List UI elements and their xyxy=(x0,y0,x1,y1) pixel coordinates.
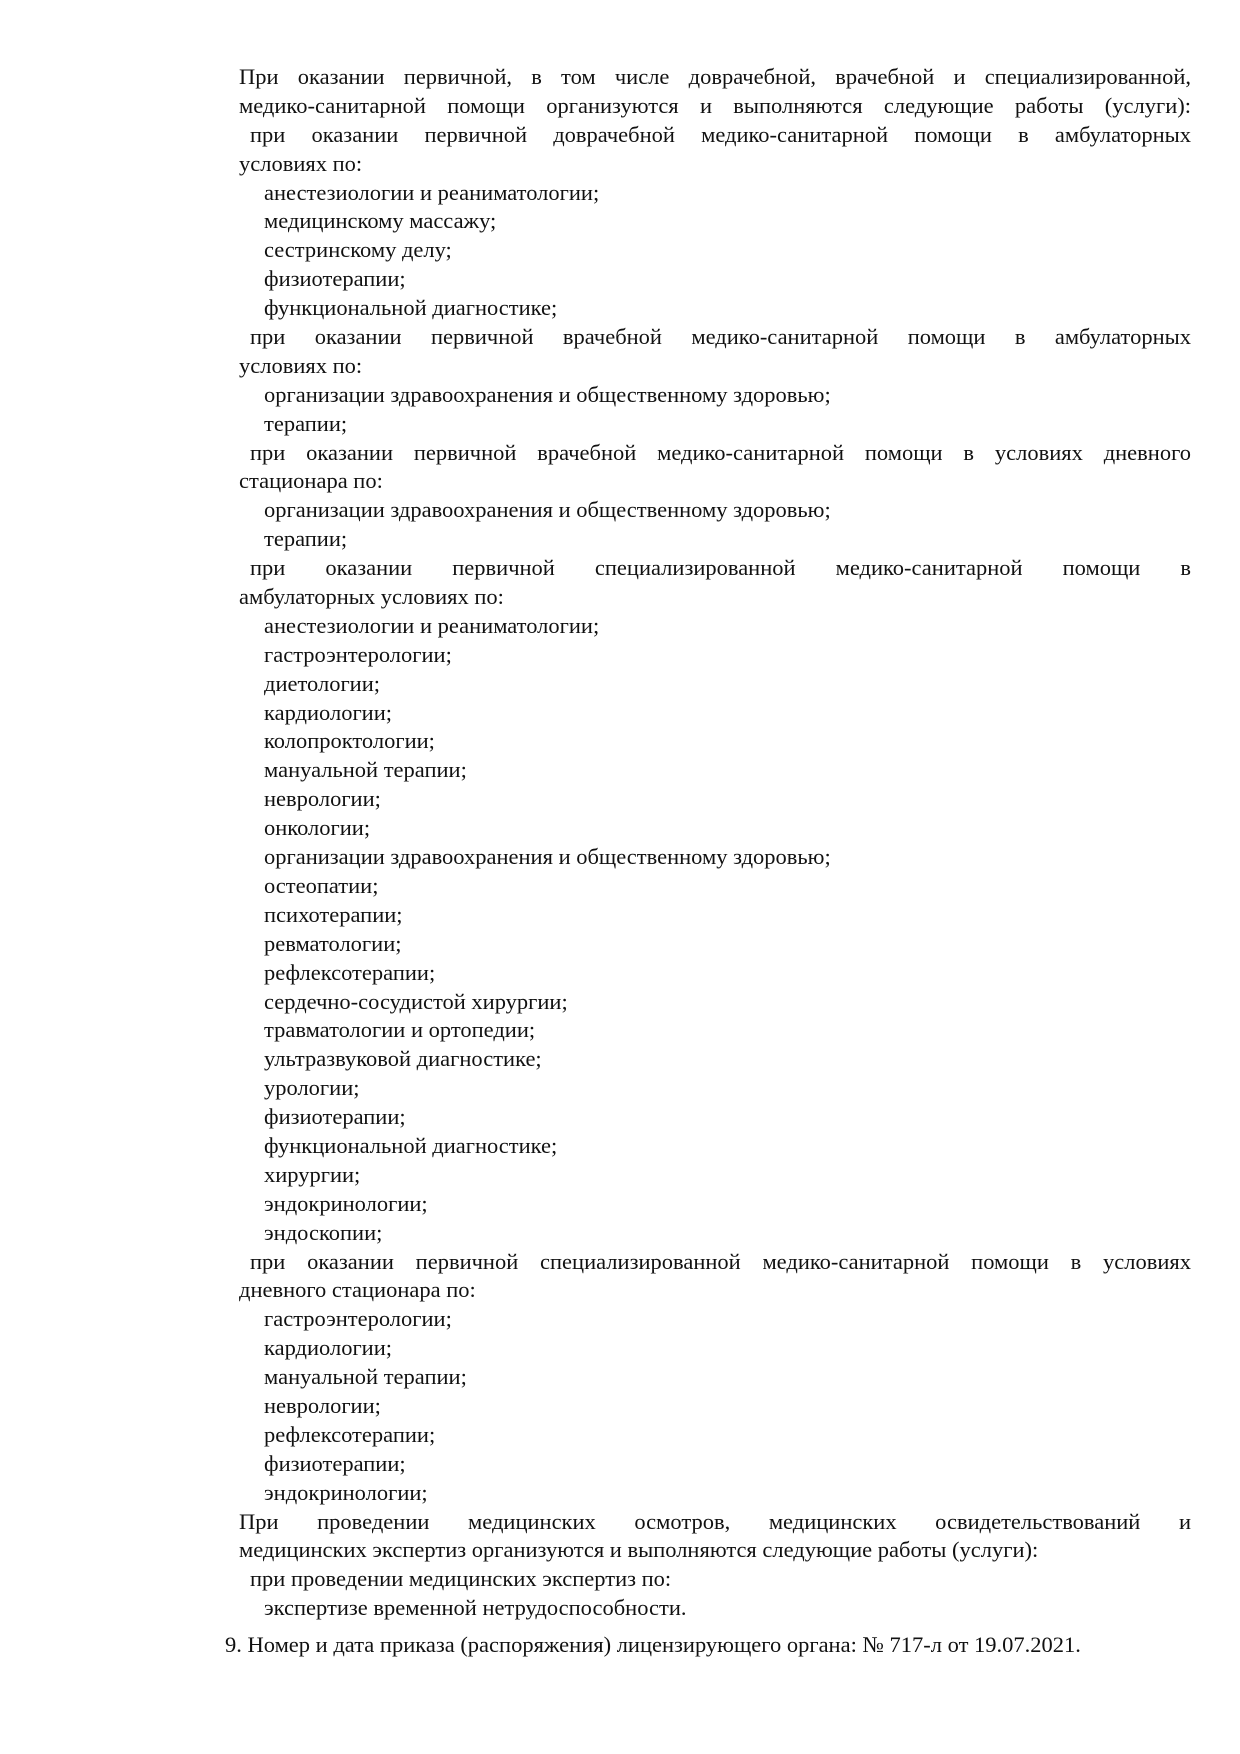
list-item: неврологии; xyxy=(264,786,381,812)
section-heading-line: условиях по: xyxy=(239,352,363,378)
list-item: неврологии; xyxy=(264,1392,381,1418)
list-item: организации здравоохранения и общественному здоровью; xyxy=(264,844,831,870)
list-item: эндокринологии; xyxy=(264,1190,428,1216)
list-item: гастроэнтерологии; xyxy=(264,641,452,667)
section-heading-line: при оказании первичной доврачебной медико-санитарной помощи в амбулаторных xyxy=(250,121,1191,147)
list-item: организации здравоохранения и общественному здоровью; xyxy=(264,497,831,523)
paragraph-line: медико-санитарной помощи организуются и выполняются следующие работы (услуги): xyxy=(239,92,1191,118)
list-item: кардиологии; xyxy=(264,699,393,725)
list-item: рефлексотерапии; xyxy=(264,1421,436,1447)
list-item: травматологии и ортопедии; xyxy=(264,1017,536,1043)
list-item: анестезиологии и реаниматологии; xyxy=(264,612,600,638)
list-item: экспертизе временной нетрудоспособности. xyxy=(264,1595,687,1621)
license-order-number: 9. Номер и дата приказа (распоряжения) лицензирующего органа: № 717-л от 19.07.2021. xyxy=(225,1632,1081,1658)
list-item: сердечно-сосудистой хирургии; xyxy=(264,988,568,1014)
section-heading-line: дневного стационара по: xyxy=(239,1277,476,1303)
list-item: терапии; xyxy=(264,410,348,436)
list-item: мануальной терапии; xyxy=(264,757,467,783)
section-heading-line: условиях по: xyxy=(239,150,363,176)
list-item: функциональной диагностике; xyxy=(264,1132,558,1158)
list-item: анестезиологии и реаниматологии; xyxy=(264,179,600,205)
list-item: сестринскому делу; xyxy=(264,237,452,263)
list-item: физиотерапии; xyxy=(264,1104,406,1130)
section-heading-line: амбулаторных условиях по: xyxy=(239,584,504,610)
section-heading-line: при оказании первичной специализированной медико-санитарной помощи в условиях xyxy=(250,1248,1191,1274)
list-item: функциональной диагностике; xyxy=(264,295,558,321)
list-item: медицинскому массажу; xyxy=(264,208,497,234)
section-heading-line: при оказании первичной специализированной медико-санитарной помощи в xyxy=(250,555,1191,581)
list-item: гастроэнтерологии; xyxy=(264,1306,452,1332)
list-item: мануальной терапии; xyxy=(264,1364,467,1390)
license-works-list xyxy=(0,63,1240,1623)
list-item: эндокринологии; xyxy=(264,1479,428,1505)
list-item: терапии; xyxy=(264,526,348,552)
list-item: физиотерапии; xyxy=(264,1450,406,1476)
document-page xyxy=(0,63,1240,1660)
section-heading-line: при оказании первичной врачебной медико-санитарной помощи в условиях дневного xyxy=(250,439,1191,465)
list-item: онкологии; xyxy=(264,815,371,841)
section-heading-line: при оказании первичной врачебной медико-санитарной помощи в амбулаторных xyxy=(250,324,1191,350)
list-item: кардиологии; xyxy=(264,1335,393,1361)
list-item: хирургии; xyxy=(264,1161,361,1187)
list-item: ревматологии; xyxy=(264,930,402,956)
paragraph-line: При оказании первичной, в том числе доврачебной, врачебной и специализированной, xyxy=(239,64,1191,89)
section-heading-line: при проведении медицинских экспертиз по: xyxy=(250,1566,672,1592)
section-heading-line: стационара по: xyxy=(239,468,383,494)
list-item: физиотерапии; xyxy=(264,266,406,292)
list-item: колопроктологии; xyxy=(264,728,435,754)
list-item: организации здравоохранения и общественному здоровью; xyxy=(264,381,831,407)
paragraph-line: При проведении медицинских осмотров, медицинских освидетельствований и xyxy=(239,1508,1191,1534)
list-item: ультразвуковой диагностике; xyxy=(264,1046,542,1072)
list-item: остеопатии; xyxy=(264,872,379,898)
list-item: урологии; xyxy=(264,1075,360,1101)
list-item: рефлексотерапии; xyxy=(264,959,436,985)
list-item: эндоскопии; xyxy=(264,1219,383,1245)
paragraph-line: медицинских экспертиз организуются и выполняются следующие работы (услуги): xyxy=(239,1537,1039,1563)
list-item: диетологии; xyxy=(264,670,381,696)
list-item: психотерапии; xyxy=(264,901,403,927)
